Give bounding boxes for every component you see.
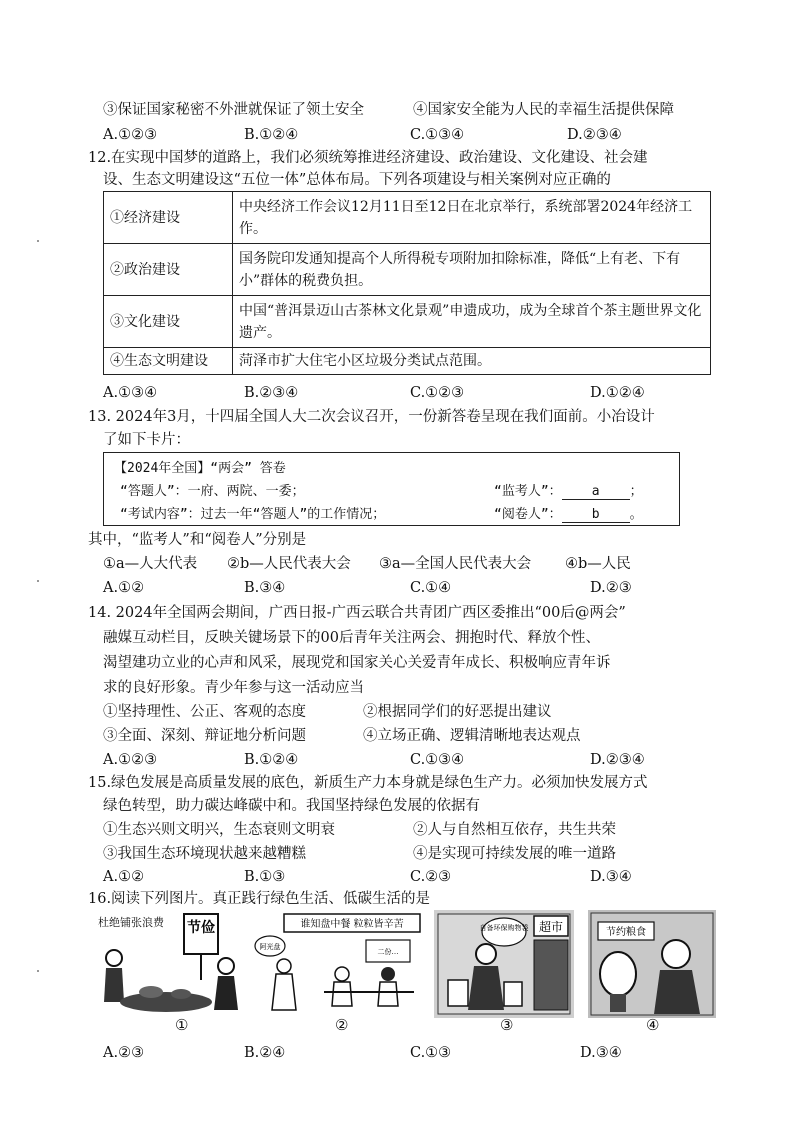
pic2-caption: 谁知盘中餐 粒粒皆辛苦	[300, 919, 404, 930]
q16-picture-strip	[96, 910, 716, 1018]
punct: ；	[629, 484, 643, 499]
pic1-caption: 杜绝铺张浪费	[98, 916, 164, 929]
q15-statement-2: ②人与自然相互依存，共生共荣	[413, 822, 616, 838]
card-answerer: “答题人”：一府、两院、一委；	[120, 484, 305, 499]
card-content: “考试内容”：过去一年“答题人”的工作情况；	[120, 507, 386, 522]
q13-answer-card	[103, 452, 680, 526]
picture-label-4: ④	[646, 1016, 660, 1034]
picture-2	[254, 910, 424, 1018]
q11-statement-4: ④国家安全能为人民的幸福生活提供保障	[413, 102, 674, 118]
q14-statement-4: ④立场正确、逻辑清晰地表达观点	[363, 728, 581, 744]
punct: 。	[629, 507, 643, 522]
q12-table	[103, 191, 711, 375]
margin-mark	[37, 240, 39, 242]
q13-option-d[interactable]: D.②③	[590, 580, 632, 596]
q15-stem-line-1: 15.绿色发展是高质量发展的底色，新质生产力本身就是绿色生产力。必须加快发展方式	[88, 775, 648, 791]
table-cell-key: ①经济建设	[104, 192, 233, 244]
q14-statement-3: ③全面、深刻、辩证地分析问题	[103, 728, 306, 744]
margin-mark	[37, 580, 39, 582]
card-proctor-row	[494, 480, 643, 500]
table-cell-value: 中央经济工作会议12月11日至12日在北京举行，系统部署2024年经济工作。	[233, 192, 711, 244]
q12-option-a[interactable]: A.①③④	[103, 385, 158, 401]
table-cell-key: ②政治建设	[104, 244, 233, 296]
picture-label-1: ①	[175, 1016, 189, 1034]
pic1-sign: 节俭	[187, 920, 215, 936]
q15-stem-line-2: 绿色转型，助力碳达峰碳中和。我国坚持绿色发展的依据有	[103, 798, 480, 814]
q11-statement-3: ③保证国家秘密不外泄就保证了领土安全	[103, 102, 364, 118]
pic2-bubble-2: 二份…	[377, 948, 399, 956]
pic3-bubble: 自备环保购物袋	[479, 924, 529, 932]
q11-option-d[interactable]: D.②③④	[567, 127, 622, 143]
q15-option-a[interactable]: A.①②	[103, 869, 145, 885]
blank-a: a	[562, 484, 630, 500]
q13-statement-3: ③a—全国人民代表大会	[379, 556, 532, 572]
blank-b: b	[562, 507, 630, 523]
table-cell-value: 菏泽市扩大住宅小区垃圾分类试点范围。	[233, 348, 711, 375]
q14-option-a[interactable]: A.①②③	[103, 752, 158, 768]
table-cell-key: ③文化建设	[104, 296, 233, 348]
q13-statement-4: ④b—人民	[565, 556, 631, 572]
q13-option-b[interactable]: B.③④	[244, 580, 286, 596]
table-row	[104, 348, 711, 375]
q13-statement-1: ①a—人大代表	[103, 556, 198, 572]
table-row	[104, 296, 711, 348]
picture-label-2: ②	[335, 1016, 349, 1034]
q16-option-d[interactable]: D.③④	[580, 1045, 622, 1061]
q16-option-a[interactable]: A.②③	[103, 1045, 145, 1061]
card-proctor-label: “监考人”：	[494, 484, 562, 499]
q13-stem-line-3: 其中，“监考人”和“阅卷人”分别是	[88, 532, 307, 548]
table-row	[104, 244, 711, 296]
picture-3	[434, 910, 574, 1018]
q15-statement-3: ③我国生态环境现状越来越糟糕	[103, 846, 306, 862]
picture-4	[588, 910, 716, 1018]
q14-stem-line-3: 渴望建功立业的心声和风采，展现党和国家关心关爱青年成长、积极响应青年诉	[103, 655, 611, 671]
q14-option-b[interactable]: B.①②④	[244, 752, 299, 768]
q13-option-c[interactable]: C.①④	[410, 580, 452, 596]
table-cell-value: 中国“普洱景迈山古茶林文化景观”申遗成功，成为全球首个茶主题世界文化遗产。	[233, 296, 711, 348]
q12-option-b[interactable]: B.②③④	[244, 385, 299, 401]
q11-option-c[interactable]: C.①③④	[410, 127, 465, 143]
q14-stem-line-4: 求的良好形象。青少年参与这一活动应当	[103, 680, 364, 696]
q15-option-c[interactable]: C.②③	[410, 869, 452, 885]
table-row	[104, 192, 711, 244]
pic2-bubble-1: 阿光盘	[259, 943, 281, 951]
q12-option-c[interactable]: C.①②③	[410, 385, 465, 401]
q14-statement-2: ②根据同学们的好恶提出建议	[363, 704, 552, 720]
q11-option-a[interactable]: A.①②③	[103, 127, 158, 143]
picture-label-3: ③	[500, 1016, 514, 1034]
q13-stem-line-2: 了如下卡片：	[103, 432, 190, 448]
q15-option-b[interactable]: B.①③	[244, 869, 286, 885]
q12-stem-line-2: 设、生态文明建设这“五位一体”总体布局。下列各项建设与相关案例对应正确的	[103, 172, 611, 188]
picture-1	[96, 910, 246, 1018]
q14-option-d[interactable]: D.②③④	[590, 752, 645, 768]
card-grader-row	[494, 503, 643, 523]
table-cell-key: ④生态文明建设	[104, 348, 233, 375]
table-cell-value: 国务院印发通知提高个人所得税专项附加扣除标准，降低“上有老、下有小”群体的税费负担。	[233, 244, 711, 296]
q12-stem-line-1: 12.在实现中国梦的道路上，我们必须统筹推进经济建设、政治建设、文化建设、社会建	[88, 150, 648, 166]
q13-stem-line-1: 13. 2024年3月，十四届全国人大二次会议召开，一份新答卷呈现在我们面前。小冶设计	[88, 409, 655, 425]
q16-option-b[interactable]: B.②④	[244, 1045, 286, 1061]
q13-statement-2: ②b—人民代表大会	[227, 556, 351, 572]
q14-option-c[interactable]: C.①③④	[410, 752, 465, 768]
margin-mark	[37, 970, 39, 972]
q15-statement-4: ④是实现可持续发展的唯一道路	[413, 846, 616, 862]
pic3-sign: 超市	[538, 920, 564, 934]
card-title: 【2024年全国】“两会” 答卷	[114, 461, 286, 476]
q14-statement-1: ①坚持理性、公正、客观的态度	[103, 704, 306, 720]
q14-stem-line-2: 融媒互动栏目，反映关键场景下的00后青年关注两会、拥抱时代、释放个性、	[103, 630, 600, 646]
pic4-caption: 节约粮食	[606, 927, 646, 938]
q16-option-c[interactable]: C.①③	[410, 1045, 452, 1061]
q14-stem-line-1: 14. 2024年全国两会期间，广西日报-广西云联合共青团广西区委推出“00后@两会”	[88, 605, 626, 621]
card-grader-label: “阅卷人”：	[494, 507, 562, 522]
q15-statement-1: ①生态兴则文明兴，生态衰则文明衰	[103, 822, 335, 838]
q16-stem-line-1: 16.阅读下列图片。真正践行绿色生活、低碳生活的是	[88, 891, 431, 907]
q13-option-a[interactable]: A.①②	[103, 580, 145, 596]
q11-option-b[interactable]: B.①②④	[244, 127, 299, 143]
q12-option-d[interactable]: D.①②④	[590, 385, 645, 401]
q15-option-d[interactable]: D.③④	[590, 869, 632, 885]
